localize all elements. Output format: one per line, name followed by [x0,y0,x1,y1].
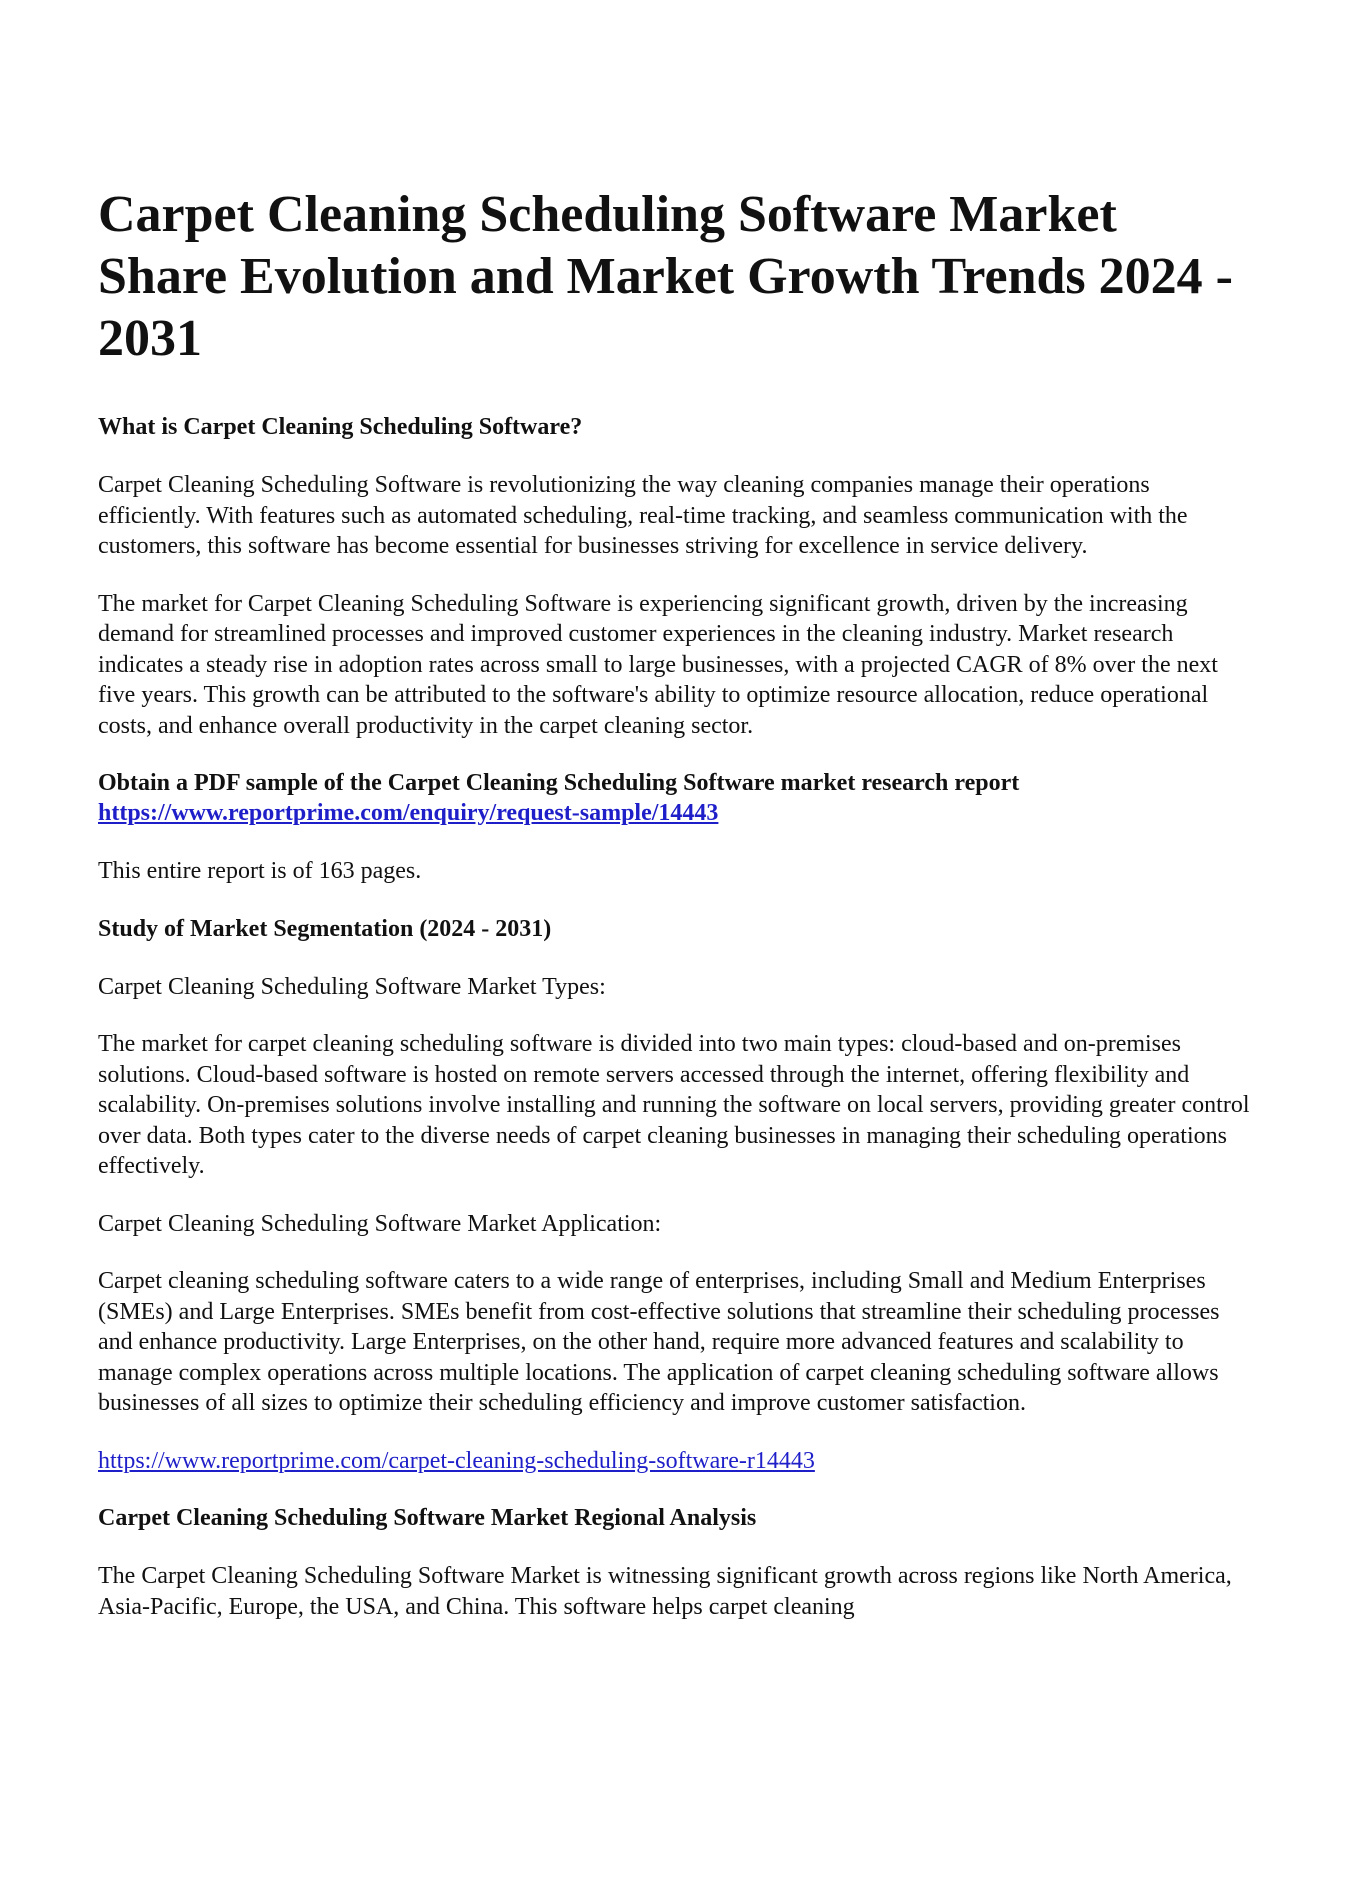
intro-paragraph: Carpet Cleaning Scheduling Software is revolutionizing the way cleaning companies manage their operations efficiently. With features such as automated scheduling, real-time tracking, and seamless communication with the customers, this software has become essential for businesses striving for excellence in service delivery. [98,472,1188,559]
pages-note: This entire report is of 163 pages. [98,858,422,884]
sample-request-text: Obtain a PDF sample of the Carpet Cleaning Scheduling Software market research report [98,770,1020,796]
sample-request-link[interactable]: https://www.reportprime.com/enquiry/request-sample/14443 [98,800,719,826]
types-paragraph: The market for carpet cleaning scheduling software is divided into two main types: cloud-based and on-premises solutions. Cloud-based software is hosted on remote servers accessed through the internet, offering flexibility and scalability. On-premises solutions involve installing and running the software on local servers, providing greater control over data. Both types cater to the diverse needs of carpet cleaning businesses in managing their scheduling operations effectively. [98,1031,1250,1179]
market-growth-paragraph: The market for Carpet Cleaning Scheduling Software is experiencing significant growth, driven by the increasing demand for streamlined processes and improved customer experiences in the cleaning industry. Market research indicates a steady rise in adoption rates across small to large businesses, with a projected CAGR of 8% over the next five years. This growth can be attributed to the software's ability to optimize resource allocation, reduce operational costs, and enhance overall productivity in the carpet cleaning sector. [98,590,1218,739]
document-page [98,184,1258,1649]
section-heading-regional: Carpet Cleaning Scheduling Software Market Regional Analysis [98,1505,757,1531]
application-label: Carpet Cleaning Scheduling Software Market Application: [98,1210,662,1237]
report-link-paragraph [98,1446,1258,1477]
application-paragraph: Carpet cleaning scheduling software caters to a wide range of enterprises, including Small and Medium Enterprises (SMEs) and Large Enterprises. SMEs benefit from cost-effective solutions that streamline their scheduling processes and enhance productivity. Large Enterprises, on the other hand, require more advanced features and scalability to manage complex operations across multiple locations. The application of carpet cleaning scheduling software allows businesses of all sizes to optimize their scheduling efficiency and improve customer satisfaction. [98,1268,1220,1416]
section-heading-segmentation: Study of Market Segmentation (2024 - 2031) [98,915,552,942]
types-label: Carpet Cleaning Scheduling Software Market Types: [98,973,606,1000]
page-title: Carpet Cleaning Scheduling Software Market Share Evolution and Market Growth Trends 2024 - 2031 [98,186,1233,367]
sample-request [98,768,1258,828]
section-heading-what-is: What is Carpet Cleaning Scheduling Software? [98,414,583,440]
report-link[interactable]: https://www.reportprime.com/carpet-cleaning-scheduling-software-r14443 [98,1447,815,1474]
regional-paragraph: The Carpet Cleaning Scheduling Software Market is witnessing significant growth across regions like North America, Asia-Pacific, Europe, the USA, and China. This software helps carpet cleaning [98,1563,1232,1620]
